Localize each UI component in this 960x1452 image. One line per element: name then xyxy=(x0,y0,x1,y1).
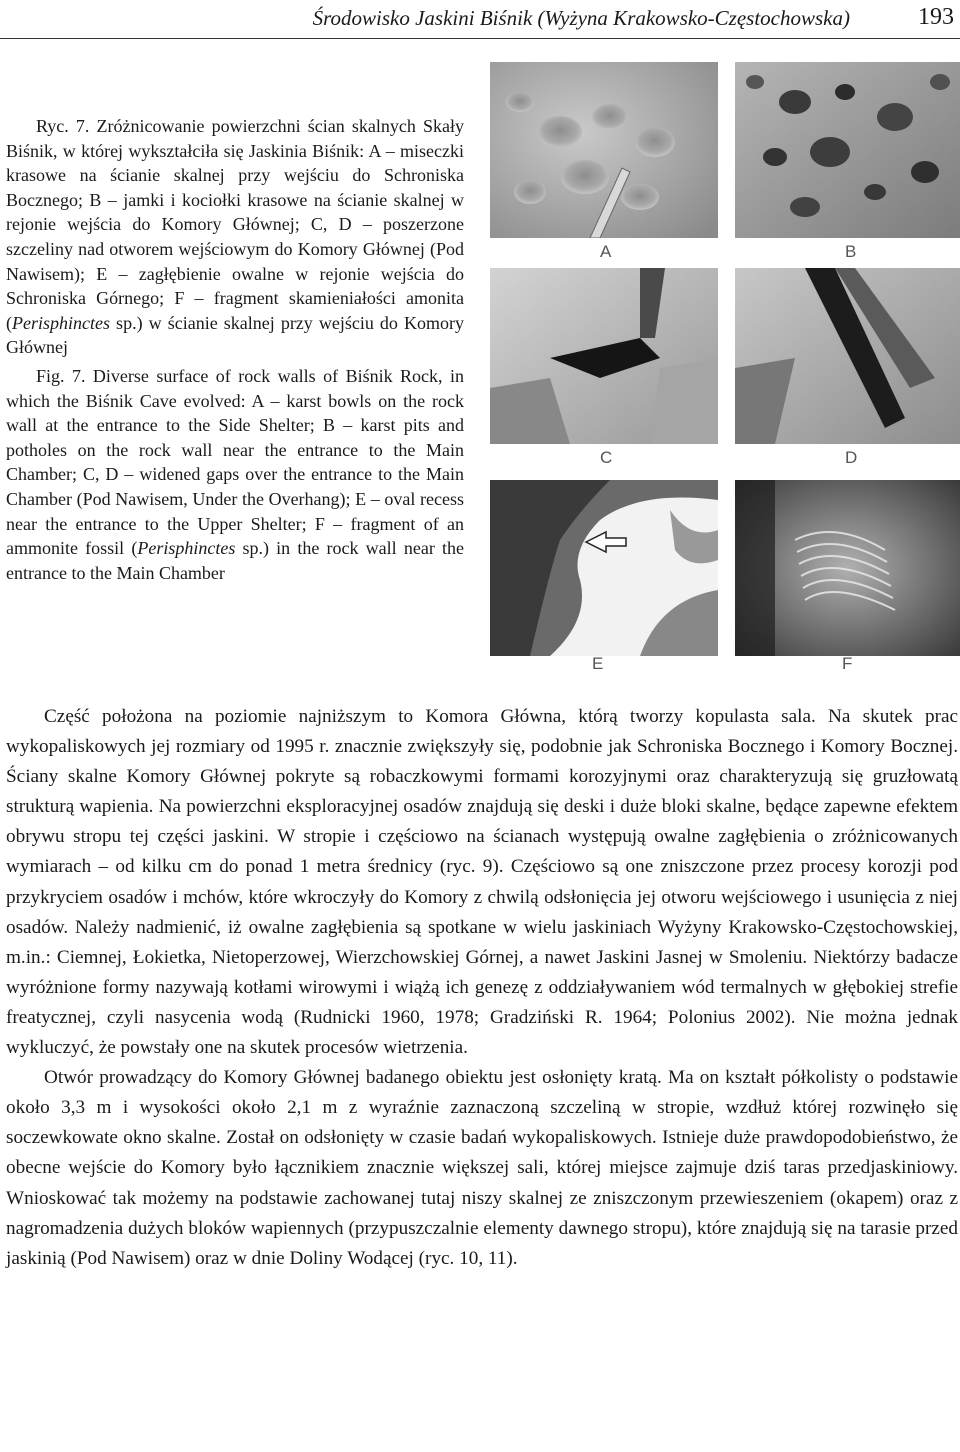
caption-polish-lead: Ryc. 7. xyxy=(36,116,90,136)
panel-label-c: C xyxy=(600,448,613,467)
caption-english-text-end: sp.) in the rock wall near the entrance to the Main Chamber xyxy=(6,538,464,583)
caption-english-text: Diverse surface of rock walls of Biśnik Rock, in which the Biśnik Cave evolved: A – karst bowls on the rock wall at the entrance to the Side Shelter; B – karst pits and potholes on the rock wall near the entrance to the Main Chamber; C, D – widened gaps over the entrance to the Main Chamber (Pod Nawisem, Under the Overhang); E – oval recess near the entrance to the Upper Shelter; F – fragment of an ammonite fossil ( xyxy=(6,365,464,559)
paragraph: Część położona na poziomie najniższym to Komora Główna, którą tworzy kopulasta sala. Na skutek prac wykopaliskowych jej rozmiary od 1995 r. znacznie zwiększyły się, podobnie jak Schroniska Bocznego i Komory Bocznej. Ściany skalne Komory Głównej pokryte są robaczkowymi formami korozyjnymi oraz charakteryzują się gruzłowatą strukturą wapienia. Na powierzchni eksploracyjnej osadów znajdują się deski i duże bloki skalne, będące zapewne efektem obrywu stropu tej części jaskini. W stropie i częściowo na ścianach występują owalne zagłębienia o zróżnicowanych wymiarach – od kilku cm do ponad 1 metra średnicy (ryc. 9). Częściowo są one zniszczone przez procesy korozji pod przykryciem osadów i mchów, które wkroczyły do Komory z chwilą odsłonięcia jej otworu wejściowego i usunięcia z niej osadów. Należy nadmienić, iż owalne zagłębienia są spotkane w wielu jaskiniach Wyżyny Krakowsko-Częstochowskiej, m.in.: Ciemnej, Łokietka, Nietoperzowej, Wierzchowskiej Górnej, a nawet Jaskini Jasnej w Smoleniu. Niektórzy badacze wyróżnione formy nazywają kotłami wirowymi i wiążą ich genezę z oddziaływaniem wód termalnych w głębokiej strefie freatycznej, czyli nasycenia wodą (Rudnicki 1960, 1978; Gradziński R. 1964; Polonius 2002). Nie można jednak wykluczyć, że powstały one na skutek procesów wietrzenia. xyxy=(6,706,958,1059)
caption-english xyxy=(6,364,464,585)
figure-photo-grid xyxy=(490,62,960,682)
photo-panel-f xyxy=(735,480,960,656)
photo-panel-e xyxy=(490,480,718,656)
header-rule xyxy=(0,38,960,39)
panel-label-d: D xyxy=(845,448,858,467)
caption-english-lead: Fig. 7. xyxy=(36,365,86,386)
caption-polish-text: Zróżnicowanie powierzchni ścian skalnych Skały Biśnik, w której wykształciła się Jaskinia Biśnik: A – miseczki krasowe na ścianie skalnej przy wejściu do Schroniska Bocznego; B – jamki i kociołki krasowe na ścianie skalnej w rejonie wejścia do Komory Głównej; C, D – poszerzone szczeliny nad otworem wejściowym do Komory Głównej (Pod Nawisem); E – zagłębienie owalne w rejonie wejścia do Schroniska Górnego; F – fragment skamieniałości amonita ( xyxy=(6,116,464,333)
panel-label-a: A xyxy=(600,242,612,261)
caption-english-taxon: Perisphinctes xyxy=(137,538,236,559)
photo-panel-b xyxy=(735,62,960,238)
caption-polish-taxon: Perisphinctes xyxy=(12,312,110,333)
running-title: Środowisko Jaskini Biśnik (Wyżyna Krakowsko-Częstochowska) xyxy=(312,6,850,30)
photo-panel-a xyxy=(490,62,718,238)
panel-label-f: F xyxy=(842,654,853,673)
page-number: 193 xyxy=(918,4,954,30)
photo-panel-d xyxy=(735,268,960,444)
figure-caption xyxy=(6,114,464,585)
body-text xyxy=(6,702,958,1274)
paragraph: Otwór prowadzący do Komory Głównej badanego obiektu jest osłonięty kratą. Ma on kształt półkolisty o podstawie około 3,3 m i wysokości około 2,1 m z wyraźnie zaznaczoną szczeliną w stropie, wzdłuż której rozwinęło się soczewkowate okno skalne. Został on odsłonięty w czasie badań wykopaliskowych. Istnieje duże prawdopodobieństwo, że obecne wejście do Komory było łącznikiem znacznie większej sali, której miejsce zajmuje dziś taras przedjaskiniowy. Wnioskować tak możemy na podstawie zachowanej tutaj niszy skalnej ze zniszczonym przewieszeniem (okapem) oraz z nagromadzenia dużych bloków wapiennych (przypuszczalnie elementy dawnego stropu), które znajdują się na tarasie przed jaskinią (Pod Nawisem) oraz w dnie Doliny Wodącej (ryc. 10, 11). xyxy=(6,1067,958,1269)
panel-label-e: E xyxy=(592,654,604,673)
running-header xyxy=(0,0,960,40)
caption-polish xyxy=(6,114,464,360)
panel-label-b: B xyxy=(845,242,857,261)
photo-panel-c xyxy=(490,268,718,444)
caption-polish-text-end: sp.) w ścianie skalnej przy wejściu do Komory Głównej xyxy=(6,312,464,358)
